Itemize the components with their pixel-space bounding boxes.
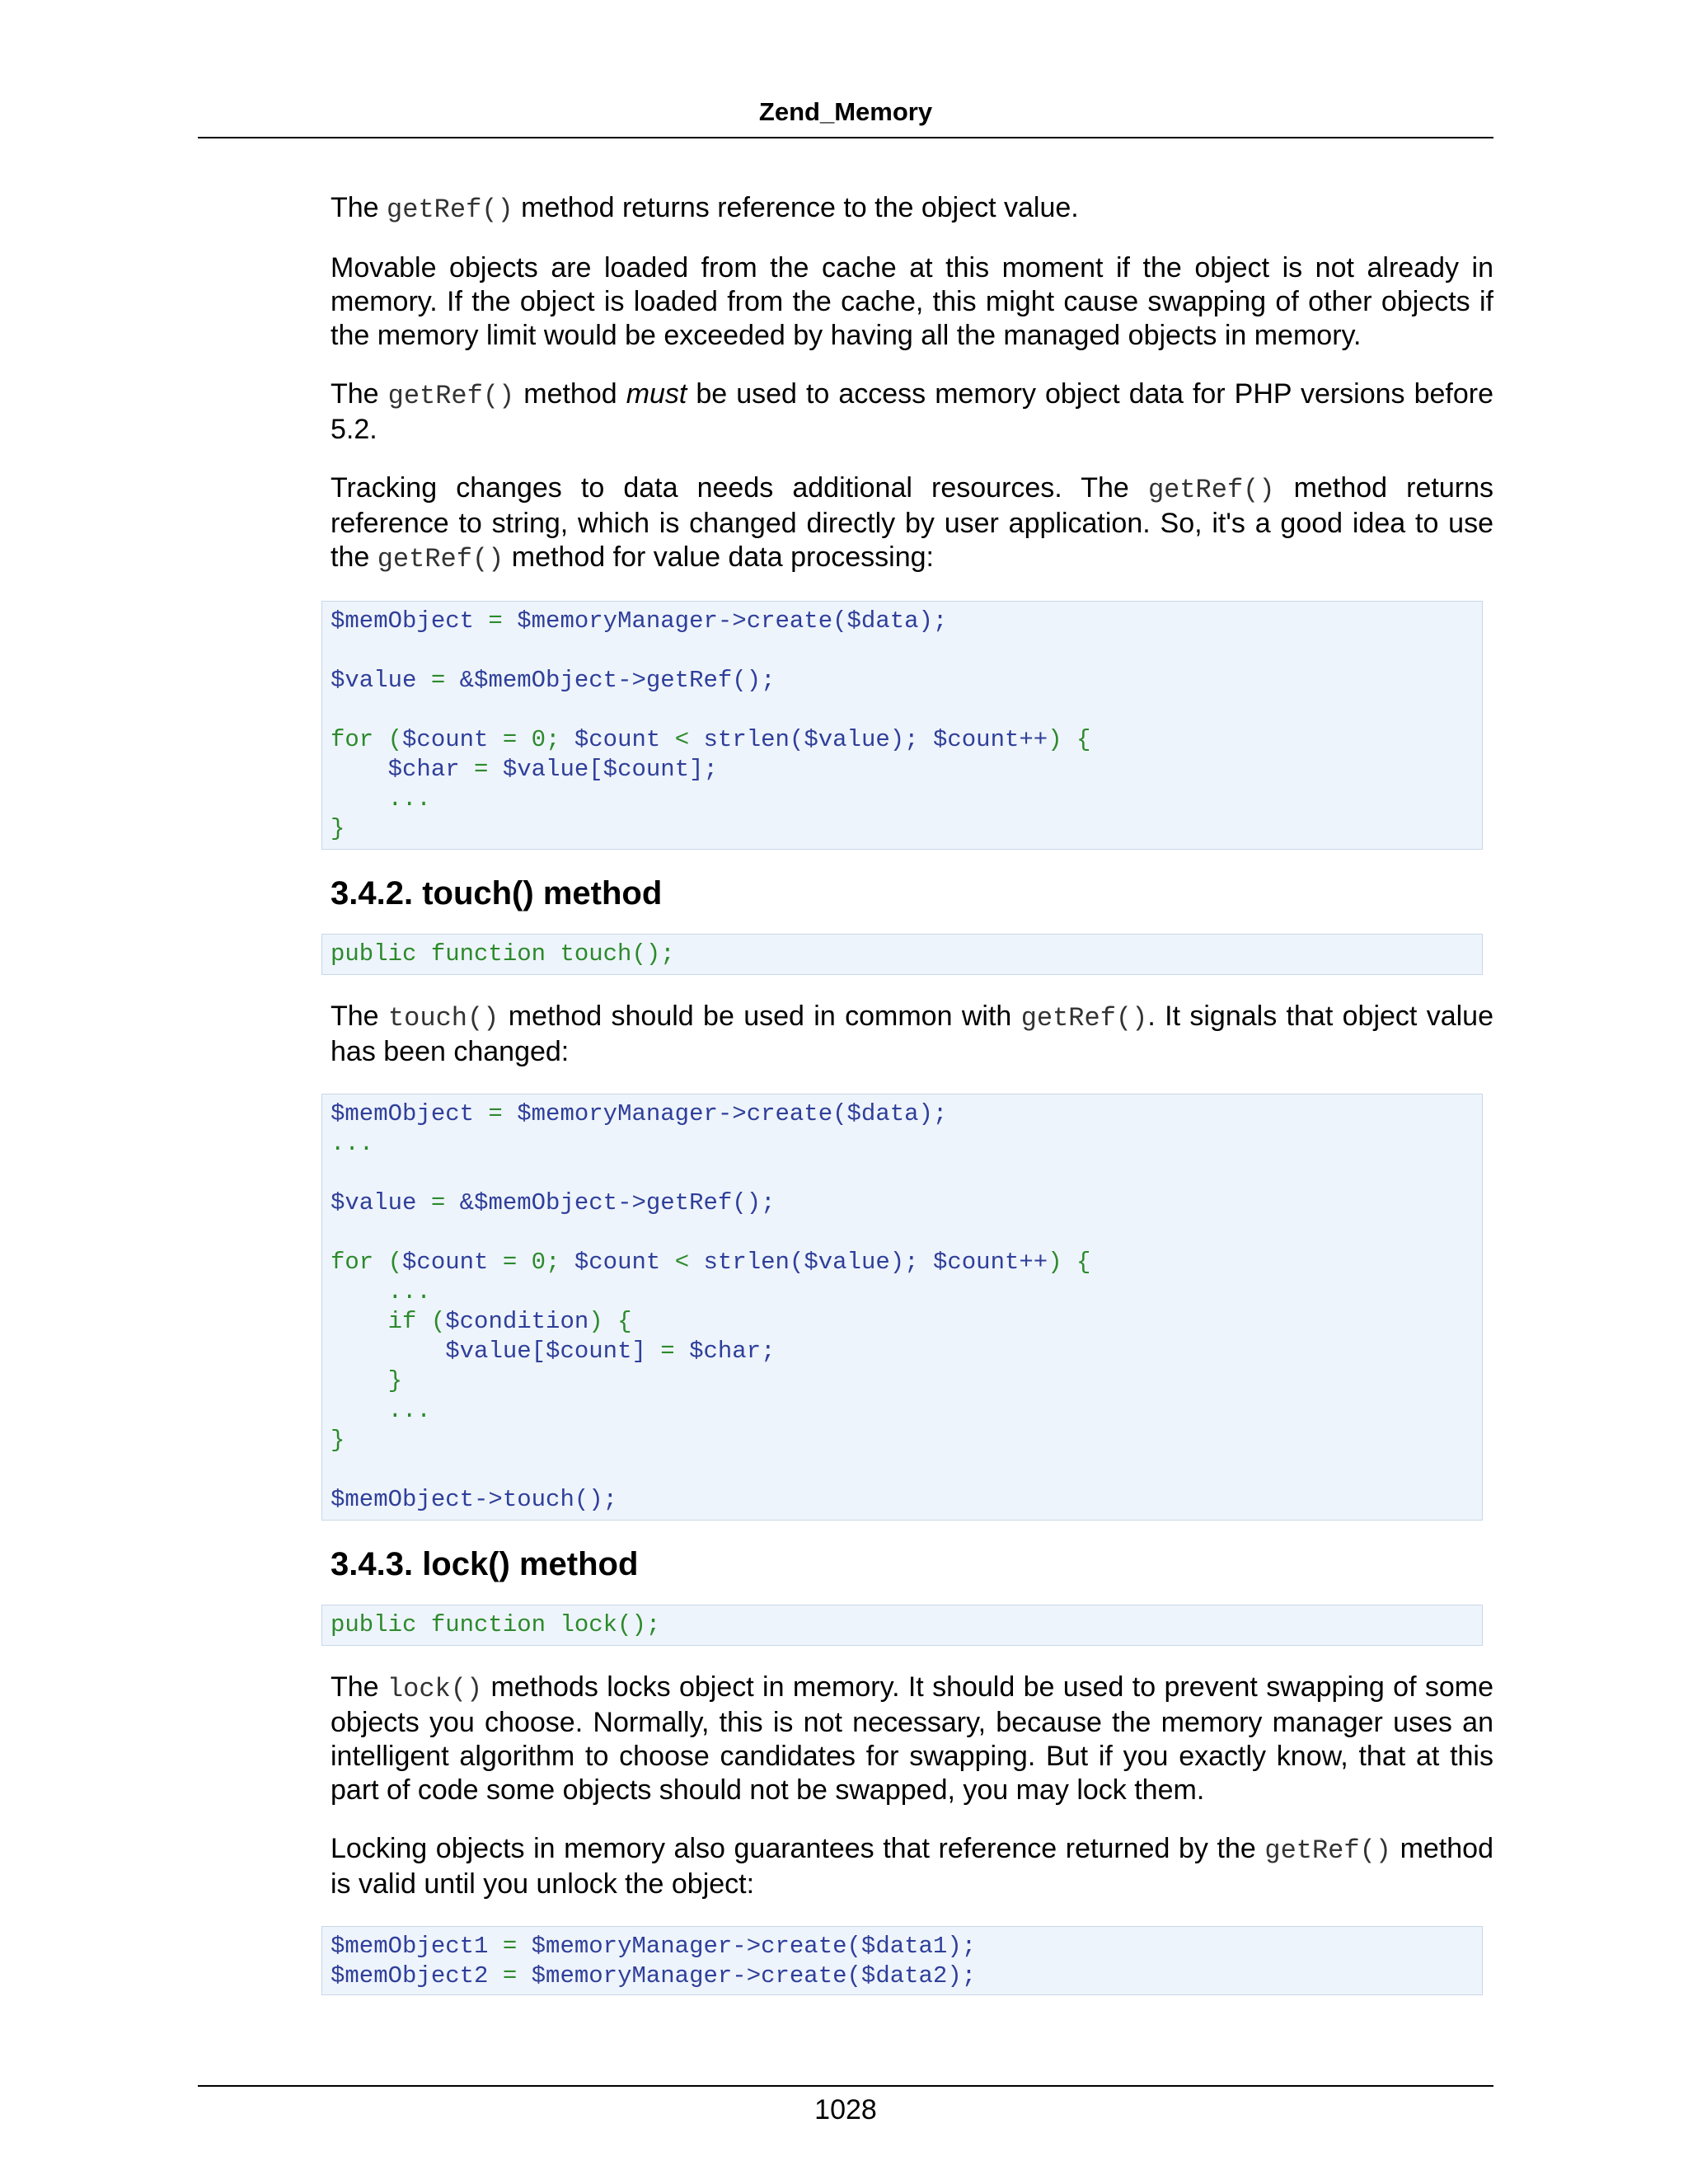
text: The xyxy=(331,192,387,223)
code-line: } xyxy=(331,815,345,842)
text: method returns reference to string, which is changed directly by user application. So, it's a good idea to use the xyxy=(331,472,1493,573)
page-number: 1028 xyxy=(814,2094,877,2125)
code-token: < xyxy=(660,1249,704,1276)
code-line: $memObject->touch(); xyxy=(331,1486,618,1513)
code-token: = xyxy=(645,1338,690,1365)
code-token: $memoryManager->create($data); xyxy=(517,1100,948,1127)
code-line xyxy=(331,1610,1474,1640)
code-line xyxy=(331,1099,1474,1129)
code-token: ( xyxy=(373,726,403,753)
text: be used to access memory object data for PHP versions before 5.2. xyxy=(331,378,1493,445)
code-token: if xyxy=(331,1308,417,1335)
code-token xyxy=(919,726,933,753)
code-token: = xyxy=(474,1100,518,1127)
code-token: $value xyxy=(331,667,417,694)
code-line: } xyxy=(331,1367,403,1394)
inline-code: getRef() xyxy=(1147,475,1275,505)
code-token: $count xyxy=(402,1249,489,1276)
code-token: for xyxy=(331,1249,374,1276)
code-token: touch(); xyxy=(546,940,675,968)
text: method for value data processing: xyxy=(504,541,934,573)
code-token: = xyxy=(416,667,460,694)
code-token: ) { xyxy=(1048,1249,1091,1276)
code-token xyxy=(331,1338,445,1365)
paragraph-getref-must xyxy=(331,377,1493,447)
code-token: = xyxy=(488,1933,532,1960)
inline-code: getRef() xyxy=(387,194,513,225)
text: The xyxy=(331,1001,388,1032)
code-line xyxy=(331,1337,1474,1366)
code-token: $count xyxy=(402,726,489,753)
code-line-blank xyxy=(331,1218,1474,1248)
code-block-touch-example xyxy=(321,1094,1483,1521)
code-token: < xyxy=(660,726,704,753)
code-token: &$memObject->getRef(); xyxy=(459,1189,776,1216)
footer-rule xyxy=(198,2085,1493,2087)
paragraph-getref-returns xyxy=(331,191,1493,227)
code-token: $value[$count]; xyxy=(502,756,718,783)
code-token: $memObject xyxy=(331,607,475,635)
code-token: $memoryManager->create($data); xyxy=(517,607,948,635)
text: Tracking changes to data needs additional resources. The xyxy=(331,472,1148,504)
text: The xyxy=(331,378,388,410)
code-line: ... xyxy=(331,1397,431,1424)
code-token: $value[$count] xyxy=(445,1338,646,1365)
code-token: $memObject2 xyxy=(331,1962,489,1990)
code-token: public function xyxy=(331,1611,546,1638)
code-token: $count xyxy=(574,726,661,753)
code-line xyxy=(331,1248,1474,1277)
paragraph-movable-objects: Movable objects are loaded from the cache at this moment if the object is not already in memory. If the object is loaded from the cache, this might cause swapping of other objects if the memory limit would be exceeded by having all the managed objects in memory. xyxy=(331,252,1493,351)
code-line: ... xyxy=(331,785,431,813)
inline-code: touch() xyxy=(387,1003,499,1033)
page-content xyxy=(331,191,1493,2020)
code-token: lock(); xyxy=(546,1611,661,1638)
code-line xyxy=(331,607,1474,636)
text: method returns reference to the object value. xyxy=(513,192,1079,223)
code-token: $memoryManager->create($data1); xyxy=(531,1933,977,1960)
paragraph-lock-guarantee xyxy=(331,1832,1493,1901)
code-token: strlen($value); xyxy=(703,1249,919,1276)
code-token xyxy=(331,756,388,783)
page-header-title: Zend_Memory xyxy=(758,97,933,126)
inline-code: lock() xyxy=(387,1674,483,1704)
code-token: $condition xyxy=(445,1308,589,1335)
code-token: ( xyxy=(373,1249,403,1276)
code-token: = 0; xyxy=(488,726,574,753)
code-token: strlen($value); xyxy=(703,726,919,753)
code-line xyxy=(331,1307,1474,1337)
code-token: $value xyxy=(331,1189,417,1216)
code-line xyxy=(331,725,1474,755)
text: method should be used in common with xyxy=(499,1001,1021,1032)
code-line-blank xyxy=(331,1159,1474,1188)
inline-code: getRef() xyxy=(387,381,515,411)
code-token: $count++ xyxy=(932,1249,1048,1276)
code-line xyxy=(331,1188,1474,1218)
code-token: = xyxy=(416,1189,460,1216)
code-token: for xyxy=(331,726,374,753)
code-line xyxy=(331,666,1474,696)
text: methods locks object in memory. It should be used to prevent swapping of some objects you choose. Normally, this is not necessary, because the memory manager uses an intelligent algorithm to choose candidates for swapping. But if you exactly know, that at this part of code some objects should not be swapped, you may lock them. xyxy=(331,1671,1493,1806)
code-line-blank xyxy=(331,1455,1474,1485)
inline-code: getRef() xyxy=(1264,1835,1391,1866)
code-token: ) { xyxy=(1048,726,1091,753)
code-token: = 0; xyxy=(488,1249,574,1276)
code-line-blank xyxy=(331,636,1474,666)
code-signature-touch xyxy=(321,934,1483,975)
code-line xyxy=(331,755,1474,785)
code-token: = xyxy=(474,607,518,635)
code-token: $memObject1 xyxy=(331,1933,489,1960)
text: method is valid until you unlock the object: xyxy=(331,1833,1493,1900)
header-rule xyxy=(198,137,1493,138)
text: The xyxy=(331,1671,387,1703)
code-token: $memoryManager->create($data2); xyxy=(531,1962,977,1990)
paragraph-touch-description xyxy=(331,1000,1493,1069)
code-token: = xyxy=(459,756,503,783)
code-line xyxy=(331,1932,1474,1961)
text: . It signals that object value has been changed: xyxy=(331,1001,1493,1067)
code-token: &$memObject->getRef(); xyxy=(459,667,776,694)
section-heading-lock: 3.4.3. lock() method xyxy=(331,1546,639,1582)
code-line: ... xyxy=(331,1278,431,1305)
text: Locking objects in memory also guarantees that reference returned by the xyxy=(331,1833,1265,1864)
inline-code: getRef() xyxy=(377,544,504,574)
code-token xyxy=(919,1249,933,1276)
code-token: $memObject xyxy=(331,1100,475,1127)
section-heading-touch: 3.4.2. touch() method xyxy=(331,875,663,912)
code-token: public function xyxy=(331,940,546,968)
code-line: ... xyxy=(331,1130,374,1157)
code-token: $count xyxy=(574,1249,661,1276)
paragraph-tracking-changes xyxy=(331,471,1493,576)
code-signature-lock xyxy=(321,1605,1483,1646)
code-token: $char; xyxy=(689,1338,776,1365)
code-line xyxy=(331,1961,1474,1991)
code-token: ( xyxy=(416,1308,446,1335)
paragraph-lock-description xyxy=(331,1671,1493,1807)
inline-code: getRef() xyxy=(1020,1003,1148,1033)
code-token: ) { xyxy=(588,1308,632,1335)
text: method xyxy=(514,378,626,410)
code-token: $char xyxy=(387,756,460,783)
code-block-lock-example xyxy=(321,1926,1483,1995)
code-line: } xyxy=(331,1427,345,1454)
code-token: = xyxy=(488,1962,532,1990)
code-line-blank xyxy=(331,696,1474,725)
code-block-getref-example xyxy=(321,601,1483,850)
code-token: $count++ xyxy=(932,726,1048,753)
code-line xyxy=(331,940,1474,969)
emphasis: must xyxy=(626,378,687,410)
